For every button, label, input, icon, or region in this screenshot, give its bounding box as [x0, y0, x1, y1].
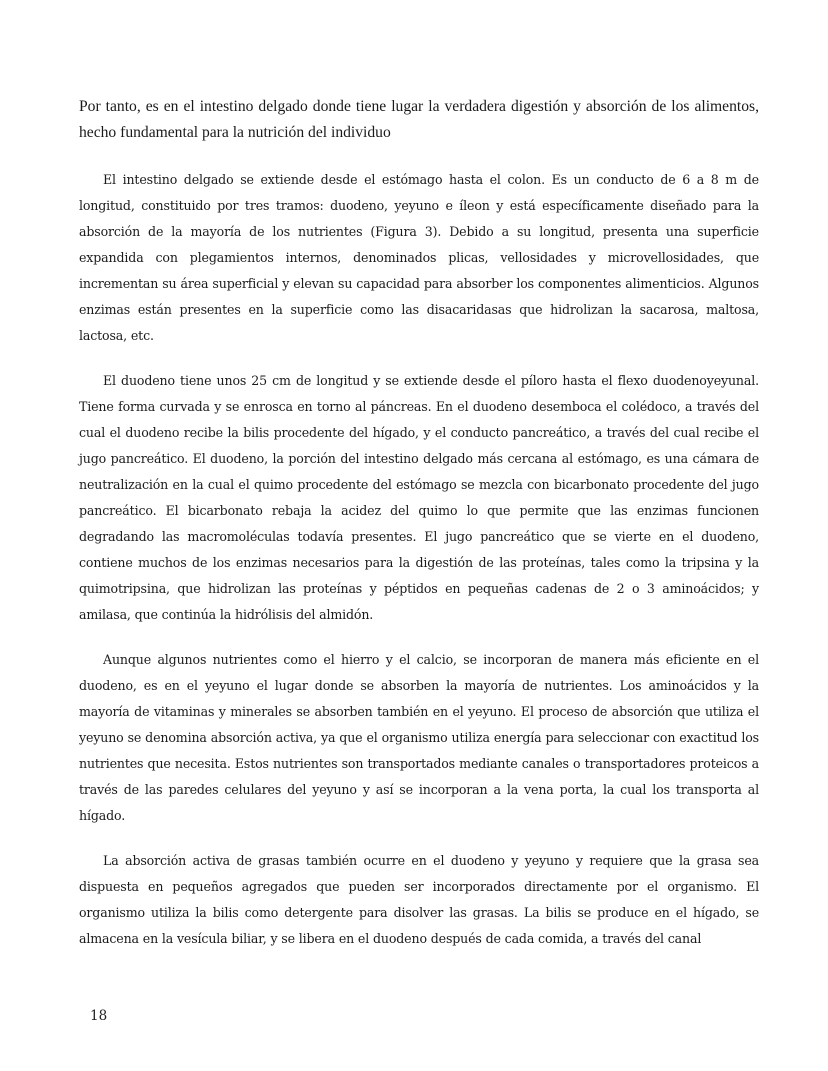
intro-paragraph: Por tanto, es en el intestino delgado donde tiene lugar la verdadera digestión y absorción de los alimentos, hecho fundamental para la nutrición del individuo — [79, 98, 759, 141]
page-number: 18 — [90, 1008, 108, 1024]
paragraph-jejunum: Aunque algunos nutrientes como el hierro y el calcio, se incorporan de manera más eficiente en el duodeno, es en el yeyuno el lugar donde se absorben la mayoría de nutrientes. Los aminoácidos y la mayoría de vitaminas y minerales se absorben también en el yeyuno. El proceso de absorción que utiliza el yeyuno se denomina absorción activa, ya que el organismo utiliza energía para seleccionar con exactitud los nutrientes que necesita. Estos nutrientes son transportados mediante canales o transportadores proteicos a través de las paredes celulares del yeyuno y así se incorporan a la vena porta, la cual los transporta al hígado. — [79, 652, 759, 823]
paragraph-small-intestine: El intestino delgado se extiende desde el estómago hasta el colon. Es un conducto de 6 a 8 m de longitud, constituido por tres tramos: duodeno, yeyuno e íleon y está específicamente diseñado para la absorción de la mayoría de los nutrientes (Figura 3). Debido a su longitud, presenta una superficie expandida con plegamientos internos, denominados plicas, vellosidades y microvellosidades, que incrementan su área superficial y elevan su capacidad para absorber los componentes alimenticios. Algunos enzimas están presentes en la superficie como las disacaridasas que hidrolizan la sacarosa, maltosa, lactosa, etc. — [79, 172, 759, 343]
page-body — [79, 94, 759, 971]
paragraph-duodenum: El duodeno tiene unos 25 cm de longitud y se extiende desde el píloro hasta el flexo duodenoyeyunal. Tiene forma curvada y se enrosca en torno al páncreas. En el duodeno desemboca el colédoco, a través del cual el duodeno recibe la bilis procedente del hígado, y el conducto pancreático, a través del cual recibe el jugo pancreático. El duodeno, la porción del intestino delgado más cercana al estómago, es una cámara de neutralización en la cual el quimo procedente del estómago se mezcla con bicarbonato procedente del jugo pancreático. El bicarbonato rebaja la acidez del quimo lo que permite que las enzimas funcionen degradando las macromoléculas todavía presentes. El jugo pancreático que se vierte en el duodeno, contiene muchos de los enzimas necesarios para la digestión de las proteínas, tales como la tripsina y la quimotripsina, que hidrolizan las proteínas y péptidos en pequeñas cadenas de 2 o 3 aminoácidos; y amilasa, que continúa la hidrólisis del almidón. — [79, 373, 759, 622]
paragraph-fat-absorption: La absorción activa de grasas también ocurre en el duodeno y yeyuno y requiere que la grasa sea dispuesta en pequeños agregados que pueden ser incorporados directamente por el organismo. El organismo utiliza la bilis como detergente para disolver las grasas. La bilis se produce en el hígado, se almacena en la vesícula biliar, y se libera en el duodeno después de cada comida, a través del canal — [79, 853, 759, 946]
